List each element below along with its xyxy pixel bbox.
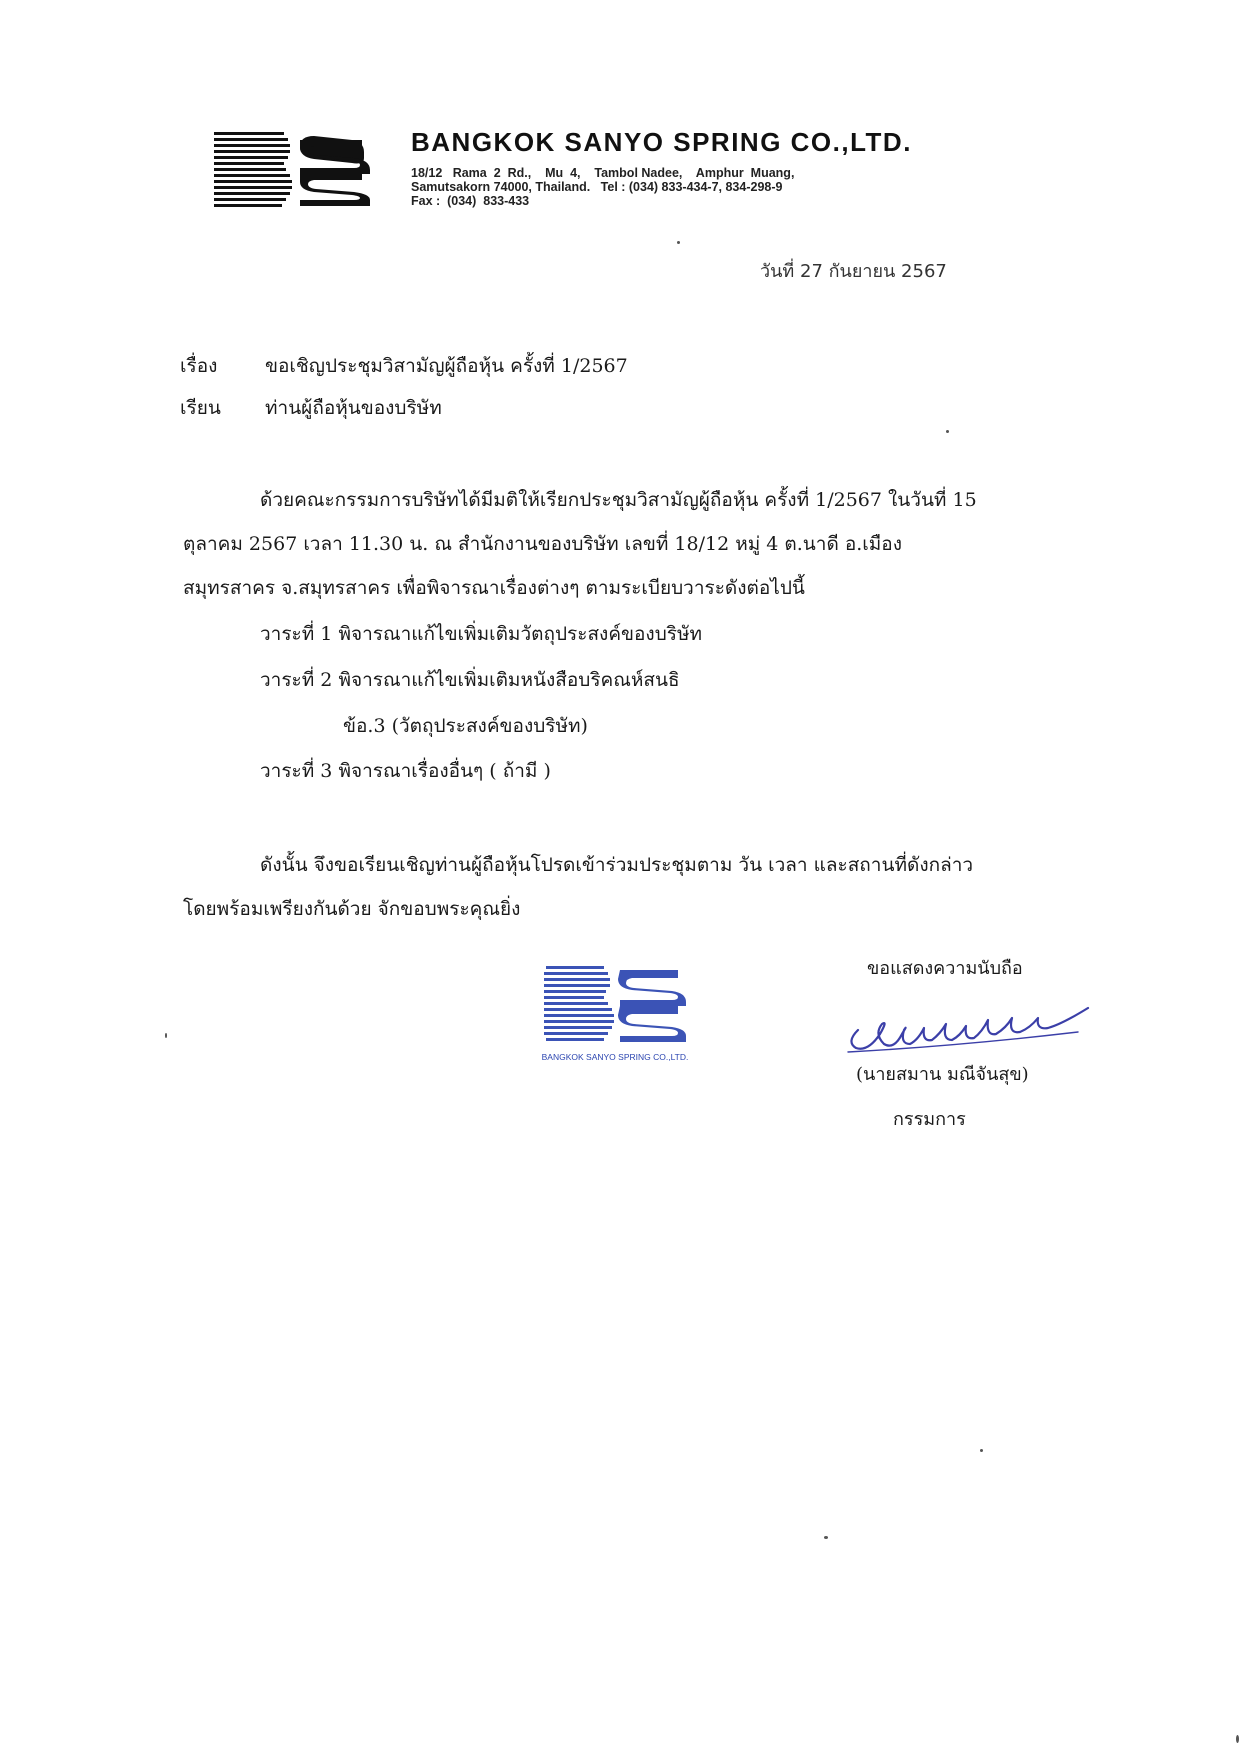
- body-paragraph-line: สมุทรสาคร จ.สมุทรสาคร เพื่อพิจารณาเรื่องต่างๆ ตามระเบียบวาระดังต่อไปนี้: [183, 577, 805, 599]
- address-line: Samutsakorn 74000, Thailand. Tel : (034) 833-434-7, 834-298-9: [411, 180, 783, 194]
- recipient-label: เรียน: [180, 397, 221, 419]
- scan-speck: [677, 241, 680, 244]
- signer-position: กรรมการ: [893, 1109, 966, 1130]
- closing-paragraph-line: โดยพร้อมเพรียงกันด้วย จักขอบพระคุณยิ่ง: [183, 898, 521, 920]
- body-paragraph-line: ตุลาคม 2567 เวลา 11.30 น. ณ สำนักงานของบริษัท เลขที่ 18/12 หมู่ 4 ต.นาดี อ.เมือง: [183, 533, 902, 555]
- company-address: [411, 166, 794, 208]
- signature-icon: [838, 990, 1098, 1060]
- subject-text: ขอเชิญประชุมวิสามัญผู้ถือหุ้น ครั้งที่ 1/2567: [265, 355, 628, 377]
- recipient-text: ท่านผู้ถือหุ้นของบริษัท: [265, 397, 442, 419]
- stamp-text: BANGKOK SANYO SPRING CO.,LTD.: [541, 1052, 689, 1062]
- agenda-item: วาระที่ 3 พิจารณาเรื่องอื่นๆ ( ถ้ามี ): [260, 760, 551, 782]
- address-line: 18/12 Rama 2 Rd., Mu 4, Tambol Nadee, Amphur Muang,: [411, 166, 795, 180]
- company-stamp-icon: [540, 960, 690, 1070]
- agenda-item: วาระที่ 1 พิจารณาแก้ไขเพิ่มเติมวัตถุประสงค์ของบริษัท: [260, 623, 703, 645]
- signer-name: (นายสมาน มณีจันสุข): [856, 1064, 1029, 1085]
- scan-speck: [824, 1536, 828, 1539]
- bs-logo-icon: [214, 130, 374, 208]
- subject-label: เรื่อง: [180, 355, 218, 377]
- scan-speck: [165, 1033, 167, 1038]
- scan-speck: [946, 430, 949, 433]
- agenda-item: วาระที่ 2 พิจารณาแก้ไขเพิ่มเติมหนังสือบริคณห์สนธิ: [260, 669, 680, 691]
- letter-date: วันที่ 27 กันยายน 2567: [760, 261, 947, 282]
- scan-speck: [1236, 1735, 1239, 1743]
- address-line: Fax : (034) 833-433: [411, 194, 530, 208]
- company-name: BANGKOK SANYO SPRING CO.,LTD.: [411, 127, 912, 157]
- closing-salutation: ขอแสดงความนับถือ: [867, 958, 1023, 979]
- closing-paragraph-line: ดังนั้น จึงขอเรียนเชิญท่านผู้ถือหุ้นโปรดเข้าร่วมประชุมตาม วัน เวลา และสถานที่ดังกล่าว: [260, 854, 974, 876]
- body-paragraph-line: ด้วยคณะกรรมการบริษัทได้มีมติให้เรียกประชุมวิสามัญผู้ถือหุ้น ครั้งที่ 1/2567 ในวันที่ 15: [260, 489, 977, 511]
- agenda-item-detail: ข้อ.3 (วัตถุประสงค์ของบริษัท): [343, 715, 588, 737]
- scan-speck: [980, 1449, 983, 1452]
